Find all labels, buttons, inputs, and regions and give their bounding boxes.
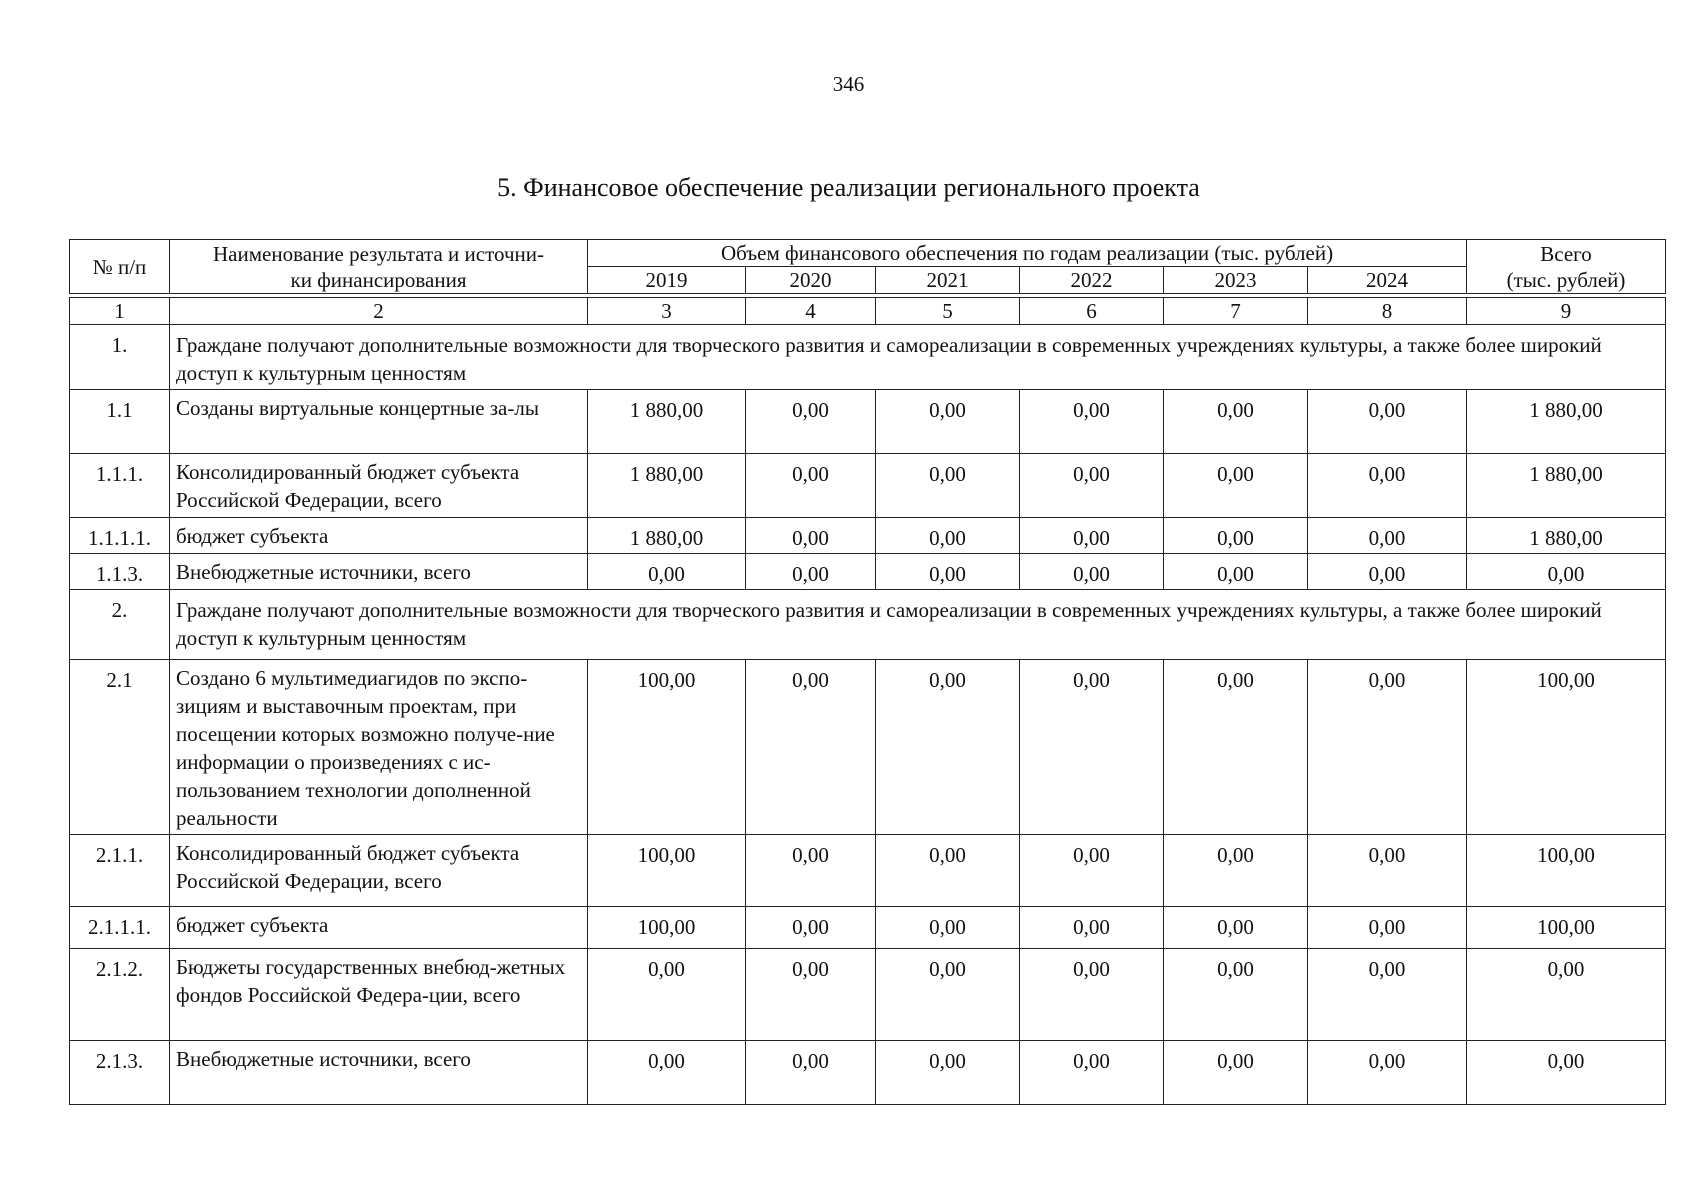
- row-number: 1.1.3.: [70, 554, 170, 590]
- year-value: 0,00: [1020, 1041, 1164, 1105]
- year-value: 0,00: [1164, 949, 1308, 1041]
- year-value: 0,00: [746, 660, 876, 835]
- year-value: 0,00: [1164, 390, 1308, 454]
- year-value: 0,00: [1164, 1041, 1308, 1105]
- row-number: 1.1.1.1.: [70, 518, 170, 554]
- column-number: 6: [1020, 298, 1164, 325]
- name-column-header-line1: Наименование результата и источни-: [213, 241, 544, 266]
- total-value: 1 880,00: [1467, 454, 1666, 518]
- row-name: Консолидированный бюджет субъекта Российской Федерации, всего: [170, 835, 588, 907]
- num-column-header: № п/п: [70, 240, 170, 294]
- total-value: 1 880,00: [1467, 390, 1666, 454]
- row-number: 2.1.1.: [70, 835, 170, 907]
- year-value: 0,00: [1020, 835, 1164, 907]
- year-value: 0,00: [1308, 835, 1467, 907]
- row-number: 2.: [70, 590, 170, 660]
- table-row: [70, 554, 1666, 590]
- year-value: 0,00: [1020, 949, 1164, 1041]
- year-value: 0,00: [746, 907, 876, 949]
- total-column-header-line2: (тыс. рублей): [1506, 267, 1626, 292]
- page-number: 346: [832, 72, 865, 96]
- column-number: 5: [876, 298, 1020, 325]
- year-value: 100,00: [588, 835, 746, 907]
- year-header: 2024: [1308, 267, 1467, 294]
- year-value: 0,00: [746, 454, 876, 518]
- year-value: 0,00: [746, 835, 876, 907]
- year-header: 2020: [746, 267, 876, 294]
- row-number: 2.1: [70, 660, 170, 835]
- year-value: 0,00: [1308, 390, 1467, 454]
- table-header: [70, 240, 1666, 294]
- year-value: 0,00: [876, 835, 1020, 907]
- year-value: 0,00: [1164, 660, 1308, 835]
- year-value: 1 880,00: [588, 390, 746, 454]
- column-number: 3: [588, 298, 746, 325]
- table-row: [70, 949, 1666, 1041]
- year-value: 1 880,00: [588, 518, 746, 554]
- year-value: 0,00: [746, 1041, 876, 1105]
- row-name: Создано 6 мультимедиагидов по экспо-зициям и выставочным проектам, при посещении которых возможно получе-ние информации о произведениях с ис-пользованием технологии дополненной реальности: [170, 660, 588, 835]
- year-header: 2023: [1164, 267, 1308, 294]
- year-value: 0,00: [1164, 907, 1308, 949]
- year-header: 2021: [876, 267, 1020, 294]
- total-value: 100,00: [1467, 660, 1666, 835]
- year-value: 0,00: [1164, 554, 1308, 590]
- year-value: 0,00: [1020, 660, 1164, 835]
- year-value: 0,00: [876, 949, 1020, 1041]
- column-number: 4: [746, 298, 876, 325]
- section-text: Граждане получают дополнительные возможности для творческого развития и самореализации в современных учреждениях культуры, а также более широкий доступ к культурным ценностям: [170, 325, 1666, 390]
- row-number: 1.: [70, 325, 170, 390]
- row-name: Внебюджетные источники, всего: [170, 1041, 588, 1105]
- column-number: 2: [170, 298, 588, 325]
- table-row: [70, 660, 1666, 835]
- row-name: бюджет субъекта: [170, 907, 588, 949]
- year-value: 0,00: [1164, 454, 1308, 518]
- row-name: Консолидированный бюджет субъекта Российской Федерации, всего: [170, 454, 588, 518]
- year-header: 2019: [588, 267, 746, 294]
- total-column-header: [1467, 240, 1666, 294]
- year-value: 0,00: [1308, 907, 1467, 949]
- column-number: 9: [1467, 298, 1666, 325]
- year-value: 0,00: [876, 554, 1020, 590]
- volume-column-header: Объем финансового обеспечения по годам реализации (тыс. рублей): [588, 240, 1467, 267]
- table-row: [70, 390, 1666, 454]
- year-value: 0,00: [1020, 390, 1164, 454]
- year-value: 0,00: [588, 1041, 746, 1105]
- year-header: 2022: [1020, 267, 1164, 294]
- year-value: 0,00: [876, 660, 1020, 835]
- total-value: 0,00: [1467, 1041, 1666, 1105]
- year-value: 0,00: [746, 949, 876, 1041]
- year-value: 0,00: [876, 390, 1020, 454]
- year-value: 0,00: [1308, 949, 1467, 1041]
- table-row: [70, 518, 1666, 554]
- financing-table: [69, 239, 1666, 1105]
- row-name: бюджет субъекта: [170, 518, 588, 554]
- year-value: 0,00: [746, 518, 876, 554]
- row-number: 1.1.1.: [70, 454, 170, 518]
- total-value: 100,00: [1467, 835, 1666, 907]
- year-value: 0,00: [876, 518, 1020, 554]
- row-number: 2.1.2.: [70, 949, 170, 1041]
- year-value: 1 880,00: [588, 454, 746, 518]
- table-row: [70, 907, 1666, 949]
- row-number: 1.1: [70, 390, 170, 454]
- year-value: 0,00: [1020, 554, 1164, 590]
- year-value: 0,00: [1020, 907, 1164, 949]
- column-number: 8: [1308, 298, 1467, 325]
- year-value: 0,00: [1308, 1041, 1467, 1105]
- total-value: 100,00: [1467, 907, 1666, 949]
- row-number: 2.1.3.: [70, 1041, 170, 1105]
- year-value: 100,00: [588, 660, 746, 835]
- year-value: 0,00: [588, 554, 746, 590]
- year-value: 0,00: [1308, 454, 1467, 518]
- column-number: 7: [1164, 298, 1308, 325]
- table-row: [70, 835, 1666, 907]
- year-value: 100,00: [588, 907, 746, 949]
- column-number: 1: [70, 298, 170, 325]
- name-column-header: [170, 240, 588, 294]
- year-value: 0,00: [1020, 454, 1164, 518]
- total-value: 0,00: [1467, 949, 1666, 1041]
- year-value: 0,00: [1020, 518, 1164, 554]
- row-name: Внебюджетные источники, всего: [170, 554, 588, 590]
- year-value: 0,00: [1164, 835, 1308, 907]
- total-value: 0,00: [1467, 554, 1666, 590]
- table-body: [70, 294, 1666, 1105]
- year-value: 0,00: [1308, 660, 1467, 835]
- table-row: [70, 1041, 1666, 1105]
- section-row: [70, 325, 1666, 390]
- total-column-header-line1: Всего: [1540, 241, 1592, 266]
- year-value: 0,00: [876, 907, 1020, 949]
- year-value: 0,00: [876, 454, 1020, 518]
- name-column-header-line2: ки финансирования: [290, 267, 467, 292]
- section-row: [70, 590, 1666, 660]
- year-value: 0,00: [588, 949, 746, 1041]
- year-value: 0,00: [1164, 518, 1308, 554]
- year-value: 0,00: [1308, 554, 1467, 590]
- header-row-1: [70, 240, 1666, 267]
- page-title: 5. Финансовое обеспечение реализации регионального проекта: [497, 173, 1200, 202]
- column-numbers-row: [70, 298, 1666, 325]
- year-value: 0,00: [1308, 518, 1467, 554]
- row-name: Созданы виртуальные концертные за-лы: [170, 390, 588, 454]
- row-name: Бюджеты государственных внебюд-жетных фондов Российской Федера-ции, всего: [170, 949, 588, 1041]
- table-row: [70, 454, 1666, 518]
- year-value: 0,00: [746, 390, 876, 454]
- section-text: Граждане получают дополнительные возможности для творческого развития и самореализации в современных учреждениях культуры, а также более широкий доступ к культурным ценностям: [170, 590, 1666, 660]
- year-value: 0,00: [746, 554, 876, 590]
- total-value: 1 880,00: [1467, 518, 1666, 554]
- row-number: 2.1.1.1.: [70, 907, 170, 949]
- year-value: 0,00: [876, 1041, 1020, 1105]
